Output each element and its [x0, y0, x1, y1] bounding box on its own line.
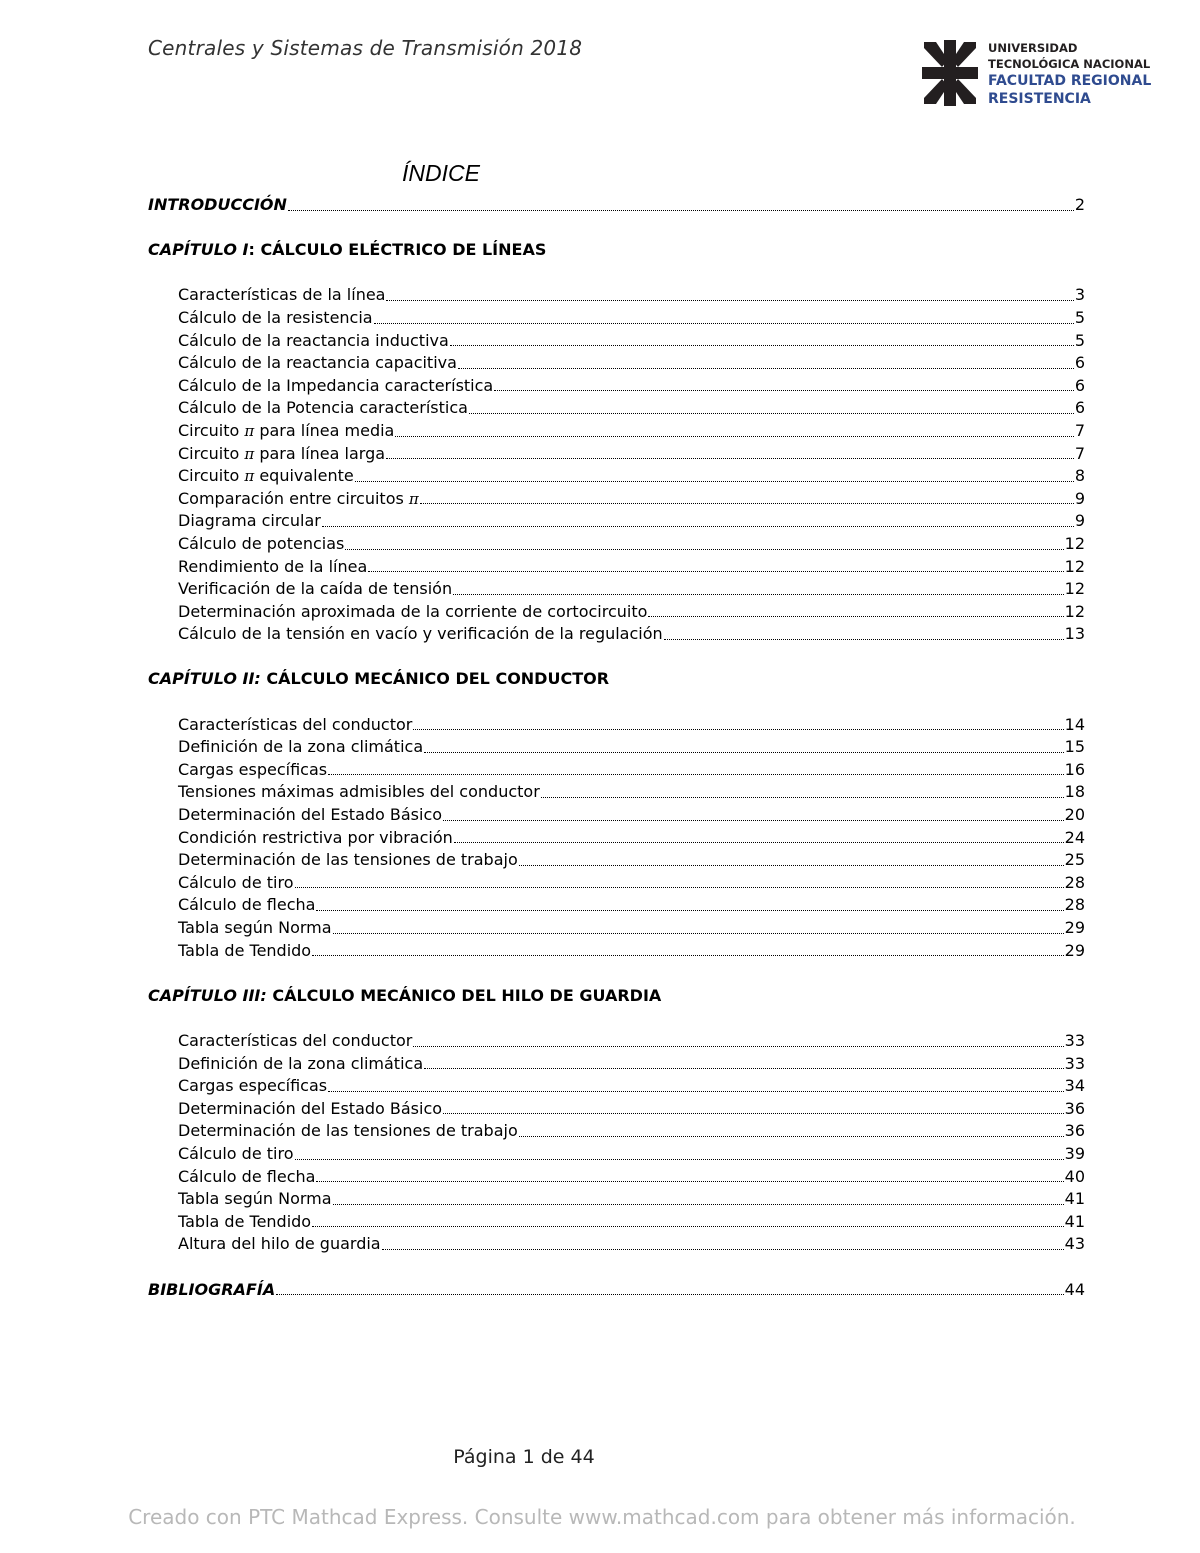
- dot-leader: [355, 480, 1074, 482]
- spacer: [148, 691, 1085, 714]
- toc-entry-page: 33: [1064, 1030, 1085, 1050]
- dot-leader: [413, 728, 1063, 730]
- toc-entry-page: 7: [1074, 420, 1085, 440]
- utn-logo-icon: [922, 40, 978, 106]
- dot-leader: [458, 367, 1074, 369]
- toc-entry-label: Determinación del Estado Básico: [178, 805, 443, 825]
- toc-entry[interactable]: [148, 940, 1085, 963]
- dot-leader: [312, 1225, 1064, 1227]
- toc-entry-page: 13: [1064, 624, 1085, 644]
- toc-entry-label: Cálculo de la tensión en vacío y verificación de la regulación: [178, 624, 663, 644]
- toc-entry-page: 24: [1064, 827, 1085, 847]
- toc-entry-label: Cálculo de potencias: [178, 533, 345, 553]
- toc-entry-label: Tensiones máximas admisibles del conductor: [178, 782, 540, 802]
- dot-leader: [345, 548, 1063, 550]
- toc-entry[interactable]: [148, 1211, 1085, 1234]
- toc-entry-page: 8: [1074, 466, 1085, 486]
- toc-entry-label: Diagrama circular: [178, 511, 321, 531]
- toc-entry-page: 39: [1064, 1143, 1085, 1163]
- dot-leader: [386, 457, 1074, 459]
- dot-leader: [413, 1045, 1063, 1047]
- table-of-contents: [148, 194, 1085, 1301]
- toc-entry[interactable]: [148, 330, 1085, 353]
- toc-entry[interactable]: [148, 284, 1085, 307]
- toc-entry[interactable]: [148, 556, 1085, 579]
- dot-leader: [469, 412, 1074, 414]
- toc-entry-page: 29: [1064, 918, 1085, 937]
- dot-leader: [295, 886, 1064, 888]
- dot-leader: [443, 819, 1064, 821]
- dot-leader: [276, 1293, 1063, 1295]
- spacer: [148, 217, 1085, 240]
- toc-entry[interactable]: [148, 1053, 1085, 1076]
- dot-leader: [382, 1248, 1064, 1250]
- toc-entry-page: 25: [1064, 850, 1085, 870]
- toc-entry-page: 9: [1074, 511, 1085, 531]
- toc-entry-label: Características del conductor: [178, 714, 413, 734]
- dot-leader: [333, 932, 1064, 934]
- toc-entry[interactable]: [148, 1166, 1085, 1189]
- dot-leader: [288, 209, 1074, 211]
- dot-leader: [454, 841, 1064, 843]
- dot-leader: [316, 1180, 1063, 1182]
- toc-entry-page: 12: [1064, 601, 1085, 621]
- toc-entry-label: Definición de la zona climática: [178, 737, 424, 757]
- toc-entry[interactable]: [148, 488, 1085, 511]
- toc-entry[interactable]: [148, 352, 1085, 375]
- toc-entry-page: 15: [1064, 737, 1085, 757]
- toc-entry-label: Tabla según Norma: [178, 918, 332, 937]
- toc-entry[interactable]: [148, 849, 1085, 872]
- toc-entry-label: Cálculo de la reactancia inductiva: [178, 330, 449, 350]
- toc-entry[interactable]: [148, 1030, 1085, 1053]
- toc-entry[interactable]: [148, 307, 1085, 330]
- toc-entry-page: 14: [1064, 714, 1085, 734]
- toc-entry-label: Características de la línea: [178, 285, 386, 305]
- pi-symbol: π: [408, 489, 419, 508]
- toc-entry-label: Tabla de Tendido: [178, 1211, 312, 1231]
- chapter-title: CÁLCULO MECÁNICO DEL HILO DE GUARDIA: [266, 985, 662, 1005]
- chapters: [148, 239, 1085, 1278]
- toc-entry-page: 33: [1064, 1053, 1085, 1073]
- dot-leader: [312, 954, 1064, 956]
- toc-entry[interactable]: [148, 578, 1085, 601]
- toc-entry[interactable]: [148, 623, 1085, 646]
- logo-line-2: TECNOLÓGICA NACIONAL: [988, 57, 1151, 71]
- toc-entry-label: Comparación entre circuitos π: [178, 488, 419, 508]
- dot-leader: [494, 389, 1074, 391]
- toc-entry-page: 28: [1064, 895, 1085, 915]
- toc-entry[interactable]: [148, 872, 1085, 895]
- logo-line-3: FACULTAD REGIONAL: [988, 73, 1152, 89]
- toc-entry-page: 5: [1074, 307, 1085, 327]
- toc-entry-label: Cálculo de flecha: [178, 895, 316, 915]
- toc-entry-page: 36: [1064, 1121, 1085, 1141]
- toc-entry-label: BIBLIOGRAFÍA: [148, 1279, 276, 1299]
- pi-symbol: π: [244, 444, 255, 463]
- dot-leader: [328, 773, 1064, 775]
- toc-entry-label: Verificación de la caída de tensión: [178, 579, 453, 599]
- toc-entry-label: Cargas específicas: [178, 759, 328, 779]
- dot-leader: [333, 1203, 1064, 1205]
- toc-entry[interactable]: [148, 420, 1085, 443]
- toc-entry[interactable]: [148, 804, 1085, 827]
- toc-entry[interactable]: [148, 375, 1085, 398]
- toc-entry-label: Tabla de Tendido: [178, 940, 312, 960]
- dot-leader: [395, 435, 1073, 437]
- toc-entry[interactable]: [148, 510, 1085, 533]
- chapter-heading: [148, 985, 1085, 1008]
- toc-entry-label: Condición restrictiva por vibración: [178, 827, 453, 847]
- index-title: ÍNDICE: [402, 160, 480, 186]
- spacer: [148, 646, 1085, 669]
- toc-entry-label: Cálculo de tiro: [178, 872, 294, 892]
- toc-entry[interactable]: [148, 1075, 1085, 1098]
- toc-entry-label: Definición de la zona climática: [178, 1053, 424, 1073]
- toc-entry-page: 7: [1074, 443, 1085, 463]
- toc-entry-page: 36: [1064, 1098, 1085, 1118]
- dot-leader: [541, 796, 1064, 798]
- toc-entry[interactable]: [148, 533, 1085, 556]
- toc-entry-label: Características del conductor: [178, 1030, 413, 1050]
- toc-entry-page: 43: [1064, 1234, 1085, 1254]
- toc-entry-label: Cálculo de flecha: [178, 1166, 316, 1186]
- dot-leader: [424, 1067, 1064, 1069]
- logo-text: [988, 40, 1151, 108]
- toc-entry[interactable]: [148, 1098, 1085, 1121]
- toc-entry-label: Tabla según Norma: [178, 1189, 332, 1209]
- toc-entry-page: 16: [1064, 759, 1085, 779]
- toc-entry-introduction[interactable]: [148, 194, 1085, 217]
- toc-entry[interactable]: [148, 917, 1085, 940]
- dot-leader: [450, 344, 1074, 346]
- toc-entry[interactable]: [148, 1188, 1085, 1211]
- toc-entry-label: Cargas específicas: [178, 1076, 328, 1096]
- page-number: Página 1 de 44: [453, 1446, 595, 1468]
- toc-entry[interactable]: [148, 397, 1085, 420]
- toc-entry-page: 5: [1074, 330, 1085, 350]
- dot-leader: [295, 1158, 1064, 1160]
- dot-leader: [368, 570, 1063, 572]
- toc-entry[interactable]: [148, 601, 1085, 624]
- logo-line-4: RESISTENCIA: [988, 91, 1091, 107]
- pi-symbol: π: [244, 421, 255, 440]
- toc-entry-page: 34: [1064, 1076, 1085, 1096]
- dot-leader: [519, 864, 1064, 866]
- toc-entry[interactable]: [148, 465, 1085, 488]
- chapter-title: CÁLCULO MECÁNICO DEL CONDUCTOR: [260, 669, 610, 689]
- dot-leader: [386, 299, 1073, 301]
- dot-leader: [443, 1112, 1064, 1114]
- toc-entry[interactable]: [148, 894, 1085, 917]
- spacer: [148, 962, 1085, 985]
- toc-entry-page: 12: [1064, 556, 1085, 576]
- spacer: [148, 1007, 1085, 1030]
- toc-entry-label: Cálculo de la Potencia característica: [178, 398, 468, 418]
- pi-symbol: π: [244, 467, 255, 486]
- dot-leader: [664, 638, 1064, 640]
- dot-leader: [424, 751, 1064, 753]
- chapter-number: CAPÍTULO I: [148, 240, 249, 260]
- toc-entry-label: Circuito π equivalente: [178, 466, 354, 486]
- toc-entry-page: 3: [1074, 285, 1085, 305]
- toc-entry-bibliography[interactable]: [148, 1279, 1085, 1302]
- toc-entry-page: 44: [1064, 1279, 1085, 1299]
- dot-leader: [322, 525, 1074, 527]
- toc-entry-page: 6: [1074, 398, 1085, 418]
- toc-entry-label: Cálculo de la resistencia: [178, 307, 373, 327]
- dot-leader: [420, 502, 1074, 504]
- toc-entry[interactable]: [148, 781, 1085, 804]
- toc-entry[interactable]: [148, 1120, 1085, 1143]
- toc-entry[interactable]: [148, 759, 1085, 782]
- toc-entry-page: 40: [1064, 1166, 1085, 1186]
- toc-entry[interactable]: [148, 1233, 1085, 1256]
- toc-entry-label: Determinación aproximada de la corriente de cortocircuito: [178, 601, 648, 621]
- toc-entry-label: Altura del hilo de guardia: [178, 1234, 381, 1254]
- header-title: Centrales y Sistemas de Transmisión 2018: [148, 36, 583, 60]
- chapter-title: : CÁLCULO ELÉCTRICO DE LÍNEAS: [248, 240, 547, 260]
- toc-entry-page: 6: [1074, 353, 1085, 373]
- dot-leader: [328, 1090, 1064, 1092]
- toc-entry-label: Cálculo de tiro: [178, 1143, 294, 1163]
- toc-entry-page: 12: [1064, 533, 1085, 553]
- university-logo: [922, 40, 1172, 110]
- toc-entry[interactable]: [148, 714, 1085, 737]
- toc-entry-label: Circuito π para línea media: [178, 420, 395, 440]
- dot-leader: [316, 909, 1063, 911]
- toc-entry-label: Rendimiento de la línea: [178, 556, 368, 576]
- chapter-heading: [148, 239, 1085, 262]
- toc-entry-page: 2: [1074, 195, 1085, 214]
- spacer: [148, 1256, 1085, 1279]
- toc-entry-label: Determinación de las tensiones de trabajo: [178, 1121, 518, 1141]
- toc-entry-page: 41: [1064, 1189, 1085, 1209]
- toc-entry[interactable]: [148, 1143, 1085, 1166]
- chapter-number: CAPÍTULO III:: [148, 985, 267, 1005]
- dot-leader: [519, 1135, 1064, 1137]
- dot-leader: [374, 322, 1074, 324]
- toc-entry-page: 6: [1074, 375, 1085, 395]
- toc-entry-label: INTRODUCCIÓN: [148, 195, 287, 214]
- dot-leader: [648, 615, 1063, 617]
- toc-entry-page: 29: [1064, 940, 1085, 960]
- toc-entry-label: Cálculo de la reactancia capacitiva: [178, 353, 457, 373]
- chapter-heading: [148, 668, 1085, 691]
- dot-leader: [453, 593, 1064, 595]
- toc-entry-label: Cálculo de la Impedancia característica: [178, 375, 494, 395]
- toc-entry-page: 18: [1064, 782, 1085, 802]
- footer-watermark: Creado con PTC Mathcad Express. Consulte www.mathcad.com para obtener más información.: [128, 1505, 1076, 1529]
- toc-entry[interactable]: [148, 443, 1085, 466]
- toc-entry-label: Determinación del Estado Básico: [178, 1098, 443, 1118]
- toc-entry[interactable]: [148, 827, 1085, 850]
- toc-entry-page: 28: [1064, 872, 1085, 892]
- toc-entry-page: 9: [1074, 488, 1085, 508]
- toc-entry-page: 20: [1064, 805, 1085, 825]
- toc-entry-page: 41: [1064, 1211, 1085, 1231]
- toc-entry[interactable]: [148, 736, 1085, 759]
- chapter-number: CAPÍTULO II:: [148, 669, 261, 689]
- spacer: [148, 262, 1085, 285]
- toc-entry-label: Circuito π para línea larga: [178, 443, 386, 463]
- toc-entry-label: Determinación de las tensiones de trabajo: [178, 850, 518, 870]
- logo-line-1: UNIVERSIDAD: [988, 41, 1078, 55]
- toc-entry-page: 12: [1064, 579, 1085, 599]
